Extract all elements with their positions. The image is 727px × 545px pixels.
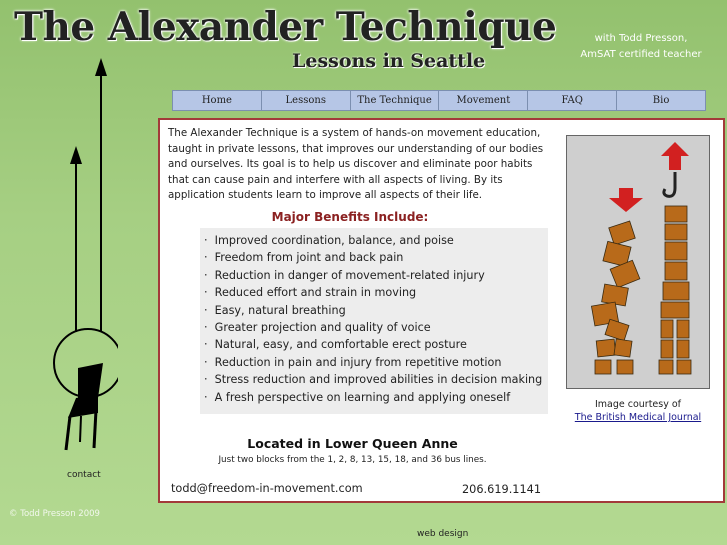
main-content-panel (158, 118, 725, 503)
teacher-credit (566, 31, 716, 63)
intro-paragraph: The Alexander Technique is a system of hands-on movement education, taught in private lessons, that improves our understanding of our bodies and ourselves. Its goal is to help us discover and eliminate poor habits that can cause pain and interfere with all aspects of living. By its application students learn to improve all aspects of their life. (168, 127, 544, 201)
phone-number: 206.619.1141 (462, 483, 542, 496)
nav-bio[interactable]: Bio (652, 95, 670, 106)
nav-movement[interactable]: Movement (439, 91, 528, 110)
bmj-link[interactable]: The British Medical Journal (574, 412, 702, 423)
location-heading: Located in Lower Queen Anne (247, 436, 458, 451)
list-item: · Natural, easy, and comfortable erect posture (200, 336, 548, 353)
contact-link[interactable]: contact (67, 470, 101, 480)
list-item: · Reduced effort and strain in moving (200, 284, 548, 301)
benefits-list (200, 228, 548, 414)
nav-lessons[interactable]: Lessons (262, 91, 351, 110)
list-item: · Stress reduction and improved abilities in decision making (200, 371, 548, 388)
site-title: The Alexander Technique (14, 4, 557, 50)
list-item: · Easy, natural breathing (200, 302, 548, 319)
list-item: · Reduction in danger of movement-related injury (200, 267, 548, 284)
block-stack-illustration (566, 135, 710, 389)
list-item: · Improved coordination, balance, and poise (200, 232, 548, 249)
nav-faq[interactable]: FAQ (528, 91, 617, 110)
image-caption (550, 398, 726, 424)
teacher-line-1: with Todd Presson, (594, 33, 688, 44)
teacher-line-2: AmSAT certified teacher (580, 49, 702, 60)
copyright-text: © Todd Presson 2009 (9, 509, 100, 519)
list-item: · Greater projection and quality of voice (200, 319, 548, 336)
benefits-heading: Major Benefits Include: (271, 210, 429, 224)
nav-home[interactable]: Home (173, 91, 262, 110)
web-design-link[interactable]: web design (417, 529, 469, 539)
list-item: · Freedom from joint and back pain (200, 249, 548, 266)
email-link[interactable]: todd@freedom-in-movement.com (171, 482, 363, 495)
list-item: · A fresh perspective on learning and applying oneself (200, 389, 548, 406)
list-item: · Reduction in pain and injury from repetitive motion (200, 354, 548, 371)
site-subtitle: Lessons in Seattle (292, 50, 486, 72)
nav-the-technique[interactable]: The Technique (351, 91, 440, 110)
image-credit-text: Image courtesy of (594, 399, 682, 410)
location-detail: Just two blocks from the 1, 2, 8, 13, 15, 18, and 36 bus lines. (218, 455, 487, 465)
chair-arrows-icon (48, 58, 118, 458)
main-nav (172, 90, 706, 111)
